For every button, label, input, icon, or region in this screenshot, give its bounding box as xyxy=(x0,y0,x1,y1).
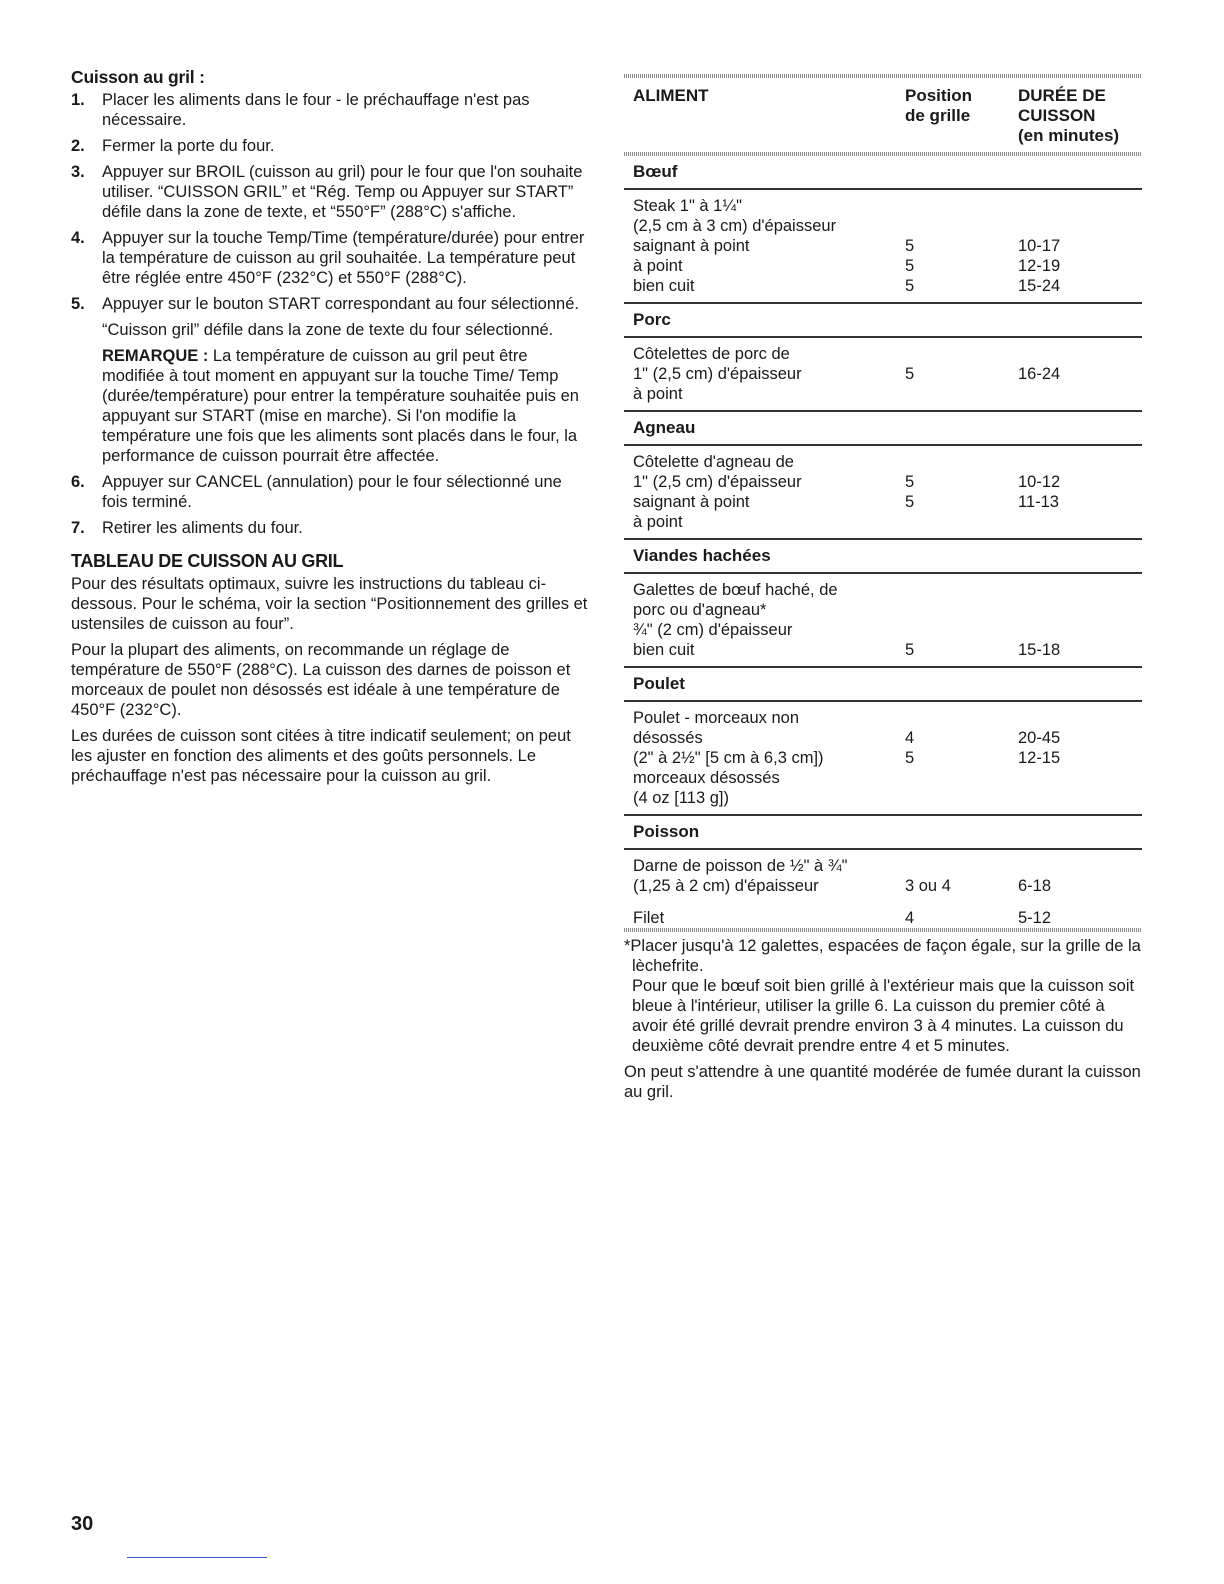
cell-line: 5 xyxy=(905,365,915,383)
cell-line: 5 xyxy=(905,237,915,255)
cell-line: bien cuit xyxy=(633,277,695,295)
table-row xyxy=(624,574,1142,668)
step-number: 4. xyxy=(71,229,85,247)
cell-line: 1" (2,5 cm) d'épaisseur xyxy=(633,473,802,491)
cell-line: Darne de poisson de ½" à ¾" xyxy=(633,857,848,875)
table-note: Pour que le bœuf soit bien grillé à l'extérieur mais que la cuisson soit bleue à l'intérieur, utiliser la grille 6. La cuisson du premier côté à avoir été grillé devrait prendre environ 3 à 4 minutes. La cuisson du deuxième côté devrait prendre entre 4 et 5 minutes. xyxy=(632,977,1135,1055)
position-cell xyxy=(905,708,1018,808)
cell-line xyxy=(1018,768,1142,788)
food-cell xyxy=(633,856,905,896)
step-item xyxy=(71,472,591,512)
cell-line xyxy=(905,856,1018,876)
cell-line xyxy=(1018,512,1142,532)
food-cell xyxy=(633,708,905,808)
intro-paragraph: Pour la plupart des aliments, on recommande un réglage de température de 550°F (288°C). La cuisson des darnes de poisson et morceaux de poulet non désossés est idéale à une température de 450°F (232°C). xyxy=(71,641,571,719)
remark-label: REMARQUE : xyxy=(102,347,209,365)
cell-line xyxy=(1018,196,1142,216)
cell-line xyxy=(905,768,1018,788)
header-position: Position de grille xyxy=(905,86,973,125)
cell-line: (2,5 cm à 3 cm) d'épaisseur xyxy=(633,217,837,235)
table-row xyxy=(624,850,1142,902)
time-cell xyxy=(1018,856,1142,896)
cell-line xyxy=(905,196,1018,216)
cell-line: 5 xyxy=(905,257,915,275)
cell-line: porc ou d'agneau* xyxy=(633,601,767,619)
table-notes xyxy=(624,936,1142,1102)
cell-line: 3 ou 4 xyxy=(905,877,951,895)
category-row: Poulet xyxy=(624,668,1142,702)
step-number: 2. xyxy=(71,137,85,155)
step-item xyxy=(71,294,591,466)
step-subtext: “Cuisson gril” défile dans la zone de texte du four sélectionné. xyxy=(102,321,554,339)
cell-line xyxy=(905,216,1018,236)
page-number: 30 xyxy=(71,1513,94,1535)
cell-line: 15-18 xyxy=(1018,641,1061,659)
time-cell xyxy=(1018,908,1142,928)
step-item xyxy=(71,136,591,156)
cell-line: 12-19 xyxy=(1018,257,1061,275)
cell-line: 5 xyxy=(905,749,915,767)
cell-line xyxy=(1018,344,1142,364)
cell-line: 16-24 xyxy=(1018,365,1061,383)
table-bottom-rule xyxy=(624,928,1142,932)
category-row: Bœuf xyxy=(624,156,1142,190)
table-row xyxy=(624,702,1142,816)
cell-line xyxy=(905,384,1018,404)
step-text: Retirer les aliments du four. xyxy=(102,519,303,537)
table-note: On peut s'attendre à une quantité modérée de fumée durant la cuisson au gril. xyxy=(624,1063,1141,1101)
food-cell xyxy=(633,908,905,928)
cell-line: Steak 1" à 1¼" xyxy=(633,197,742,215)
step-text: Fermer la porte du four. xyxy=(102,137,275,155)
food-cell xyxy=(633,580,905,660)
cell-line: saignant à point xyxy=(633,237,750,255)
food-cell xyxy=(633,452,905,532)
cell-line: bien cuit xyxy=(633,641,695,659)
header-aliment: ALIMENT xyxy=(633,86,709,105)
time-cell xyxy=(1018,708,1142,808)
position-cell xyxy=(905,856,1018,896)
step-number: 5. xyxy=(71,295,85,313)
step-number: 7. xyxy=(71,519,85,537)
cell-line: à point xyxy=(633,385,683,403)
category-row: Porc xyxy=(624,304,1142,338)
category-row: Agneau xyxy=(624,412,1142,446)
cell-line: 5 xyxy=(905,641,915,659)
cell-line xyxy=(905,620,1018,640)
broil-table xyxy=(624,156,1142,928)
cell-line: 20-45 xyxy=(1018,729,1061,747)
cell-line xyxy=(1018,856,1142,876)
cell-line: Galettes de bœuf haché, de xyxy=(633,581,838,599)
cell-line xyxy=(1018,600,1142,620)
table-row xyxy=(624,338,1142,412)
step-text: Appuyer sur CANCEL (annulation) pour le four sélectionné une fois terminé. xyxy=(102,473,562,511)
intro-paragraph: Les durées de cuisson sont citées à titre indicatif seulement; on peut les ajuster en fonction des aliments et des goûts personnels. Le préchauffage n'est pas nécessaire pour la cuisson au gril. xyxy=(71,727,571,785)
position-cell xyxy=(905,196,1018,296)
cell-line: 11-13 xyxy=(1018,493,1059,511)
cell-line: Côtelettes de porc de xyxy=(633,345,790,363)
step-item xyxy=(71,90,591,130)
step-number: 6. xyxy=(71,473,85,491)
cell-line: 6-18 xyxy=(1018,877,1052,895)
position-cell xyxy=(905,580,1018,660)
cell-line: 5-12 xyxy=(1018,909,1052,927)
cell-line: (4 oz [113 g]) xyxy=(633,789,729,807)
cell-line xyxy=(1018,580,1142,600)
section-title: Cuisson au gril : xyxy=(71,67,205,87)
time-cell xyxy=(1018,196,1142,296)
cell-line: (1,25 à 2 cm) d'épaisseur xyxy=(633,877,819,895)
cell-line: 1" (2,5 cm) d'épaisseur xyxy=(633,365,802,383)
cell-line: à point xyxy=(633,257,683,275)
cell-line: 10-12 xyxy=(1018,473,1061,491)
intro-paragraphs xyxy=(71,574,591,786)
cell-line xyxy=(905,788,1018,808)
category-row: Viandes hachées xyxy=(624,540,1142,574)
header-duree: DURÉE DE CUISSON (en minutes) xyxy=(1018,86,1120,145)
cell-line xyxy=(905,344,1018,364)
table-header xyxy=(624,78,1142,152)
cell-line: ¾" (2 cm) d'épaisseur xyxy=(633,621,793,639)
remark-text: La température de cuisson au gril peut être modifiée à tout moment en appuyant sur la touche Time/ Temp (durée/température) pour entrer la température souhaitée puis en appuyant sur START (mise en marche). Si l'on modifie la température une fois que les aliments sont placés dans le four, la performance de cuisson pourrait être affectée. xyxy=(102,347,579,465)
table-row xyxy=(624,190,1142,304)
cell-line xyxy=(905,580,1018,600)
step-item xyxy=(71,228,591,288)
cell-line xyxy=(1018,788,1142,808)
cell-line: 4 xyxy=(905,909,915,927)
cell-line: (2" à 2½" [5 cm à 6,3 cm]) xyxy=(633,749,824,767)
table-note: *Placer jusqu'à 12 galettes, espacées de façon égale, sur la grille de la lèchefrite. xyxy=(624,937,1141,975)
table-row xyxy=(624,902,1142,928)
cell-line xyxy=(905,600,1018,620)
bottom-underline xyxy=(127,1557,267,1558)
cell-line: Côtelette d'agneau de xyxy=(633,453,794,471)
time-cell xyxy=(1018,452,1142,532)
cell-line: 5 xyxy=(905,493,915,511)
cell-line xyxy=(1018,384,1142,404)
cell-line: 5 xyxy=(905,473,915,491)
cell-line: désossés xyxy=(633,729,703,747)
cell-line xyxy=(1018,452,1142,472)
cell-line xyxy=(905,512,1018,532)
cell-line xyxy=(1018,216,1142,236)
cell-line: 15-24 xyxy=(1018,277,1061,295)
cell-line: 10-17 xyxy=(1018,237,1061,255)
steps-list xyxy=(71,90,591,538)
intro-paragraph: Pour des résultats optimaux, suivre les instructions du tableau ci-dessous. Pour le schéma, voir la section “Positionnement des grilles et ustensiles de cuisson au four”. xyxy=(71,575,588,633)
food-cell xyxy=(633,344,905,404)
cell-line: à point xyxy=(633,513,683,531)
category-row: Poisson xyxy=(624,816,1142,850)
cell-line: Filet xyxy=(633,909,665,927)
time-cell xyxy=(1018,344,1142,404)
cell-line: 4 xyxy=(905,729,915,747)
position-cell xyxy=(905,452,1018,532)
cell-line xyxy=(905,708,1018,728)
food-cell xyxy=(633,196,905,296)
left-column xyxy=(71,66,591,792)
table-row xyxy=(624,446,1142,540)
cell-line: morceaux désossés xyxy=(633,769,780,787)
remark xyxy=(102,346,591,466)
step-text: Appuyer sur la touche Temp/Time (température/durée) pour entrer la température de cuisson au gril souhaitée. La température peut être réglée entre 450°F (232°C) et 550°F (288°C). xyxy=(102,229,585,287)
cell-line: 12-15 xyxy=(1018,749,1061,767)
step-text: Appuyer sur le bouton START correspondant au four sélectionné. xyxy=(102,295,579,313)
position-cell xyxy=(905,908,1018,928)
cell-line xyxy=(1018,708,1142,728)
cell-line: saignant à point xyxy=(633,493,750,511)
position-cell xyxy=(905,344,1018,404)
cell-line: 5 xyxy=(905,277,915,295)
cell-line xyxy=(905,452,1018,472)
step-number: 3. xyxy=(71,163,85,181)
cell-line: Poulet - morceaux non xyxy=(633,709,800,727)
cell-line xyxy=(1018,620,1142,640)
step-item xyxy=(71,162,591,222)
step-item xyxy=(71,518,591,538)
time-cell xyxy=(1018,580,1142,660)
table-heading: TABLEAU DE CUISSON AU GRIL xyxy=(71,551,344,571)
step-text: Appuyer sur BROIL (cuisson au gril) pour le four que l'on souhaite utiliser. “CUISSON GRIL” et “Rég. Temp ou Appuyer sur START” défile dans la zone de texte, et “550°F” (288°C) s'affiche. xyxy=(102,163,583,221)
step-number: 1. xyxy=(71,91,85,109)
right-column xyxy=(624,74,1142,1108)
step-text: Placer les aliments dans le four - le préchauffage n'est pas nécessaire. xyxy=(102,91,530,129)
